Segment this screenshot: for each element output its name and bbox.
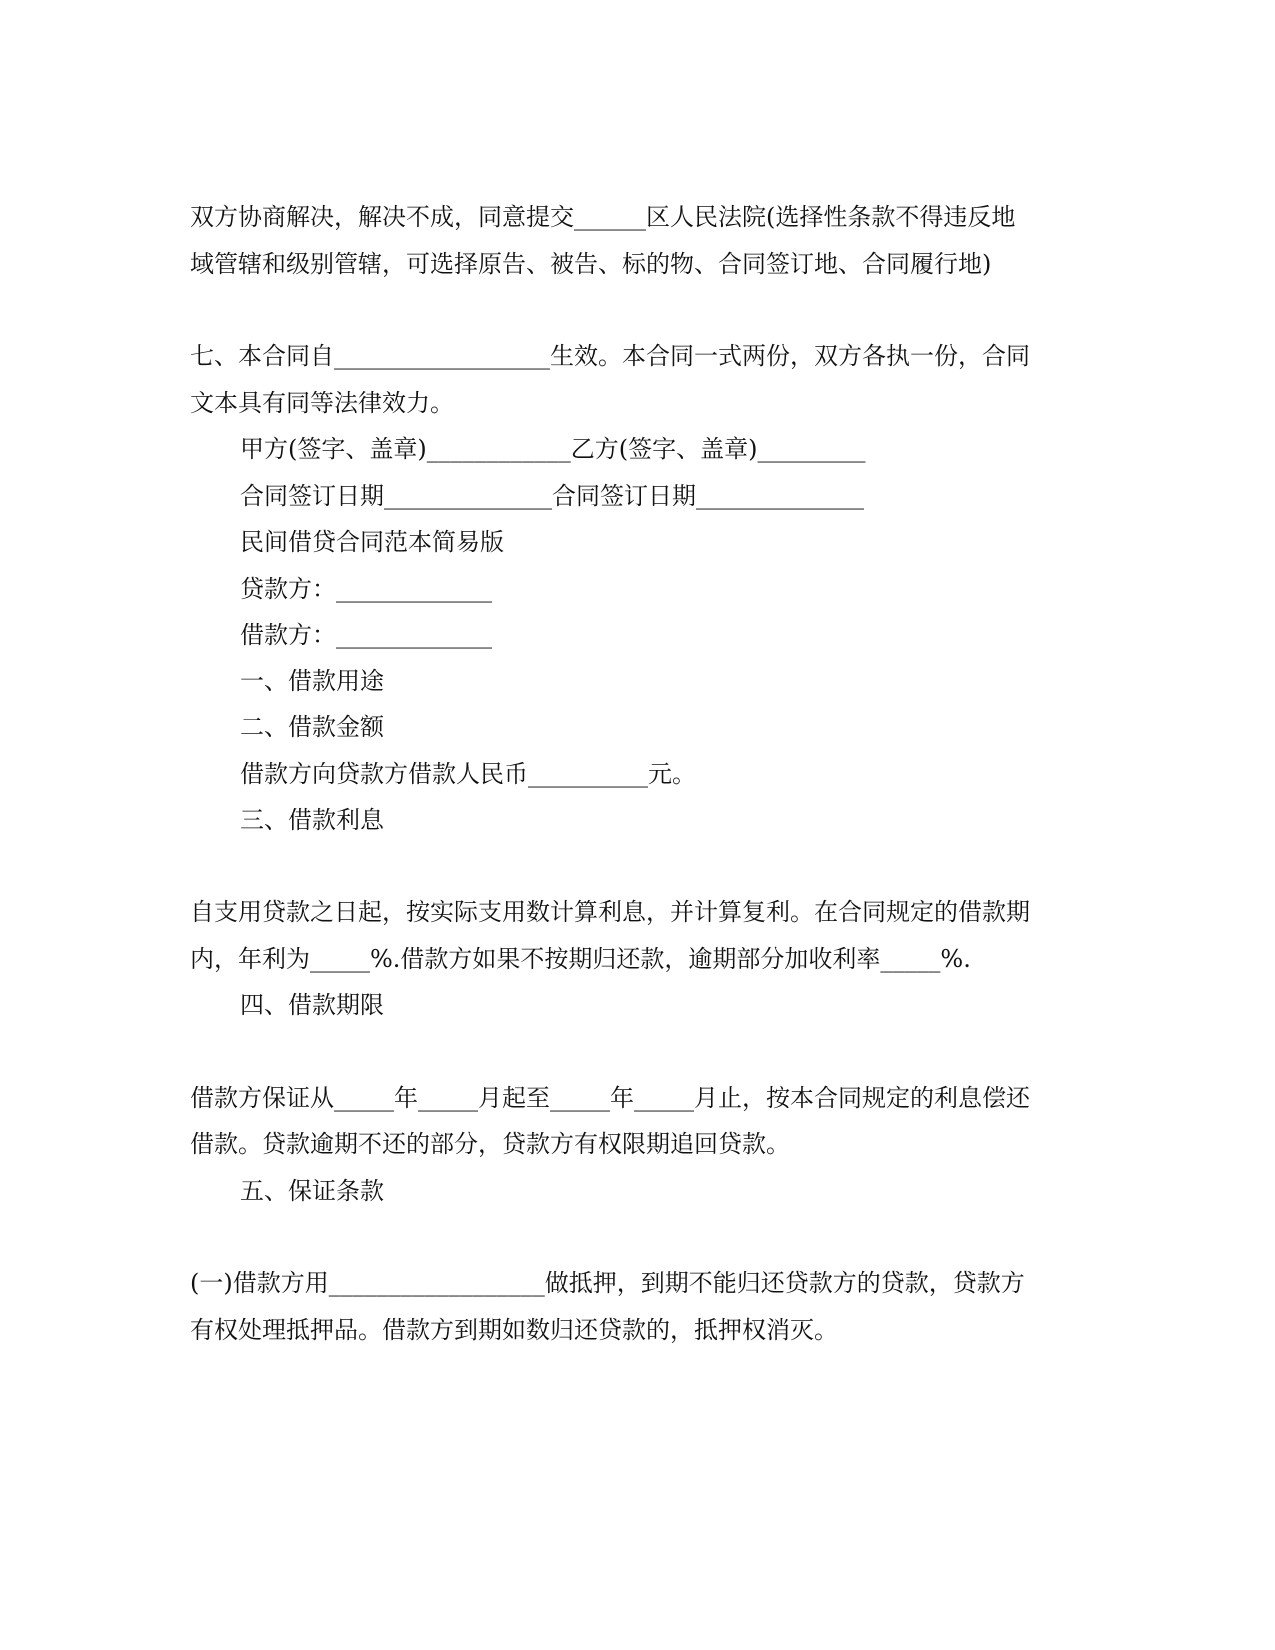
paragraph-line: (一)借款方用__________________做抵押，到期不能归还贷款方的贷款，贷款方 — [190, 1269, 1025, 1297]
section-heading: 四、借款期限 — [240, 991, 384, 1019]
clause-seven-line: 七、本合同自__________________生效。本合同一式两份，双方各执一份，合同 — [190, 342, 1030, 370]
section-heading: 二、借款金额 — [240, 713, 384, 741]
sign-date-line: 合同签订日期______________合同签订日期______________ — [240, 482, 864, 510]
paragraph-line: 文本具有同等法律效力。 — [190, 389, 454, 417]
paragraph-line: 借款。贷款逾期不还的部分，贷款方有权限期追回贷款。 — [190, 1130, 790, 1158]
paragraph-line: 借款方保证从_____年_____月起至_____年_____月止，按本合同规定的利息偿还 — [190, 1084, 1030, 1112]
paragraph-line: 域管辖和级别管辖，可选择原告、被告、标的物、合同签订地、合同履行地) — [190, 250, 992, 278]
section-heading: 三、借款利息 — [240, 806, 384, 834]
section-heading: 五、保证条款 — [240, 1177, 384, 1205]
paragraph-line: 双方协商解决，解决不成，同意提交______区人民法院(选择性条款不得违反地 — [190, 203, 1016, 231]
amount-line: 借款方向贷款方借款人民币__________元。 — [240, 760, 696, 788]
paragraph-line: 内，年利为_____%.借款方如果不按期归还款，逾期部分加收利率_____%. — [190, 945, 971, 973]
section-heading: 一、借款用途 — [240, 667, 384, 695]
signature-line: 甲方(签字、盖章)____________乙方(签字、盖章)_________ — [240, 435, 866, 463]
document-title: 民间借贷合同范本简易版 — [240, 528, 504, 556]
paragraph-line: 有权处理抵押品。借款方到期如数归还贷款的，抵押权消灭。 — [190, 1316, 838, 1344]
lender-line: 贷款方：_____________ — [240, 575, 492, 603]
borrower-line: 借款方：_____________ — [240, 621, 492, 649]
paragraph-line: 自支用贷款之日起，按实际支用数计算利息，并计算复利。在合同规定的借款期 — [190, 898, 1030, 926]
